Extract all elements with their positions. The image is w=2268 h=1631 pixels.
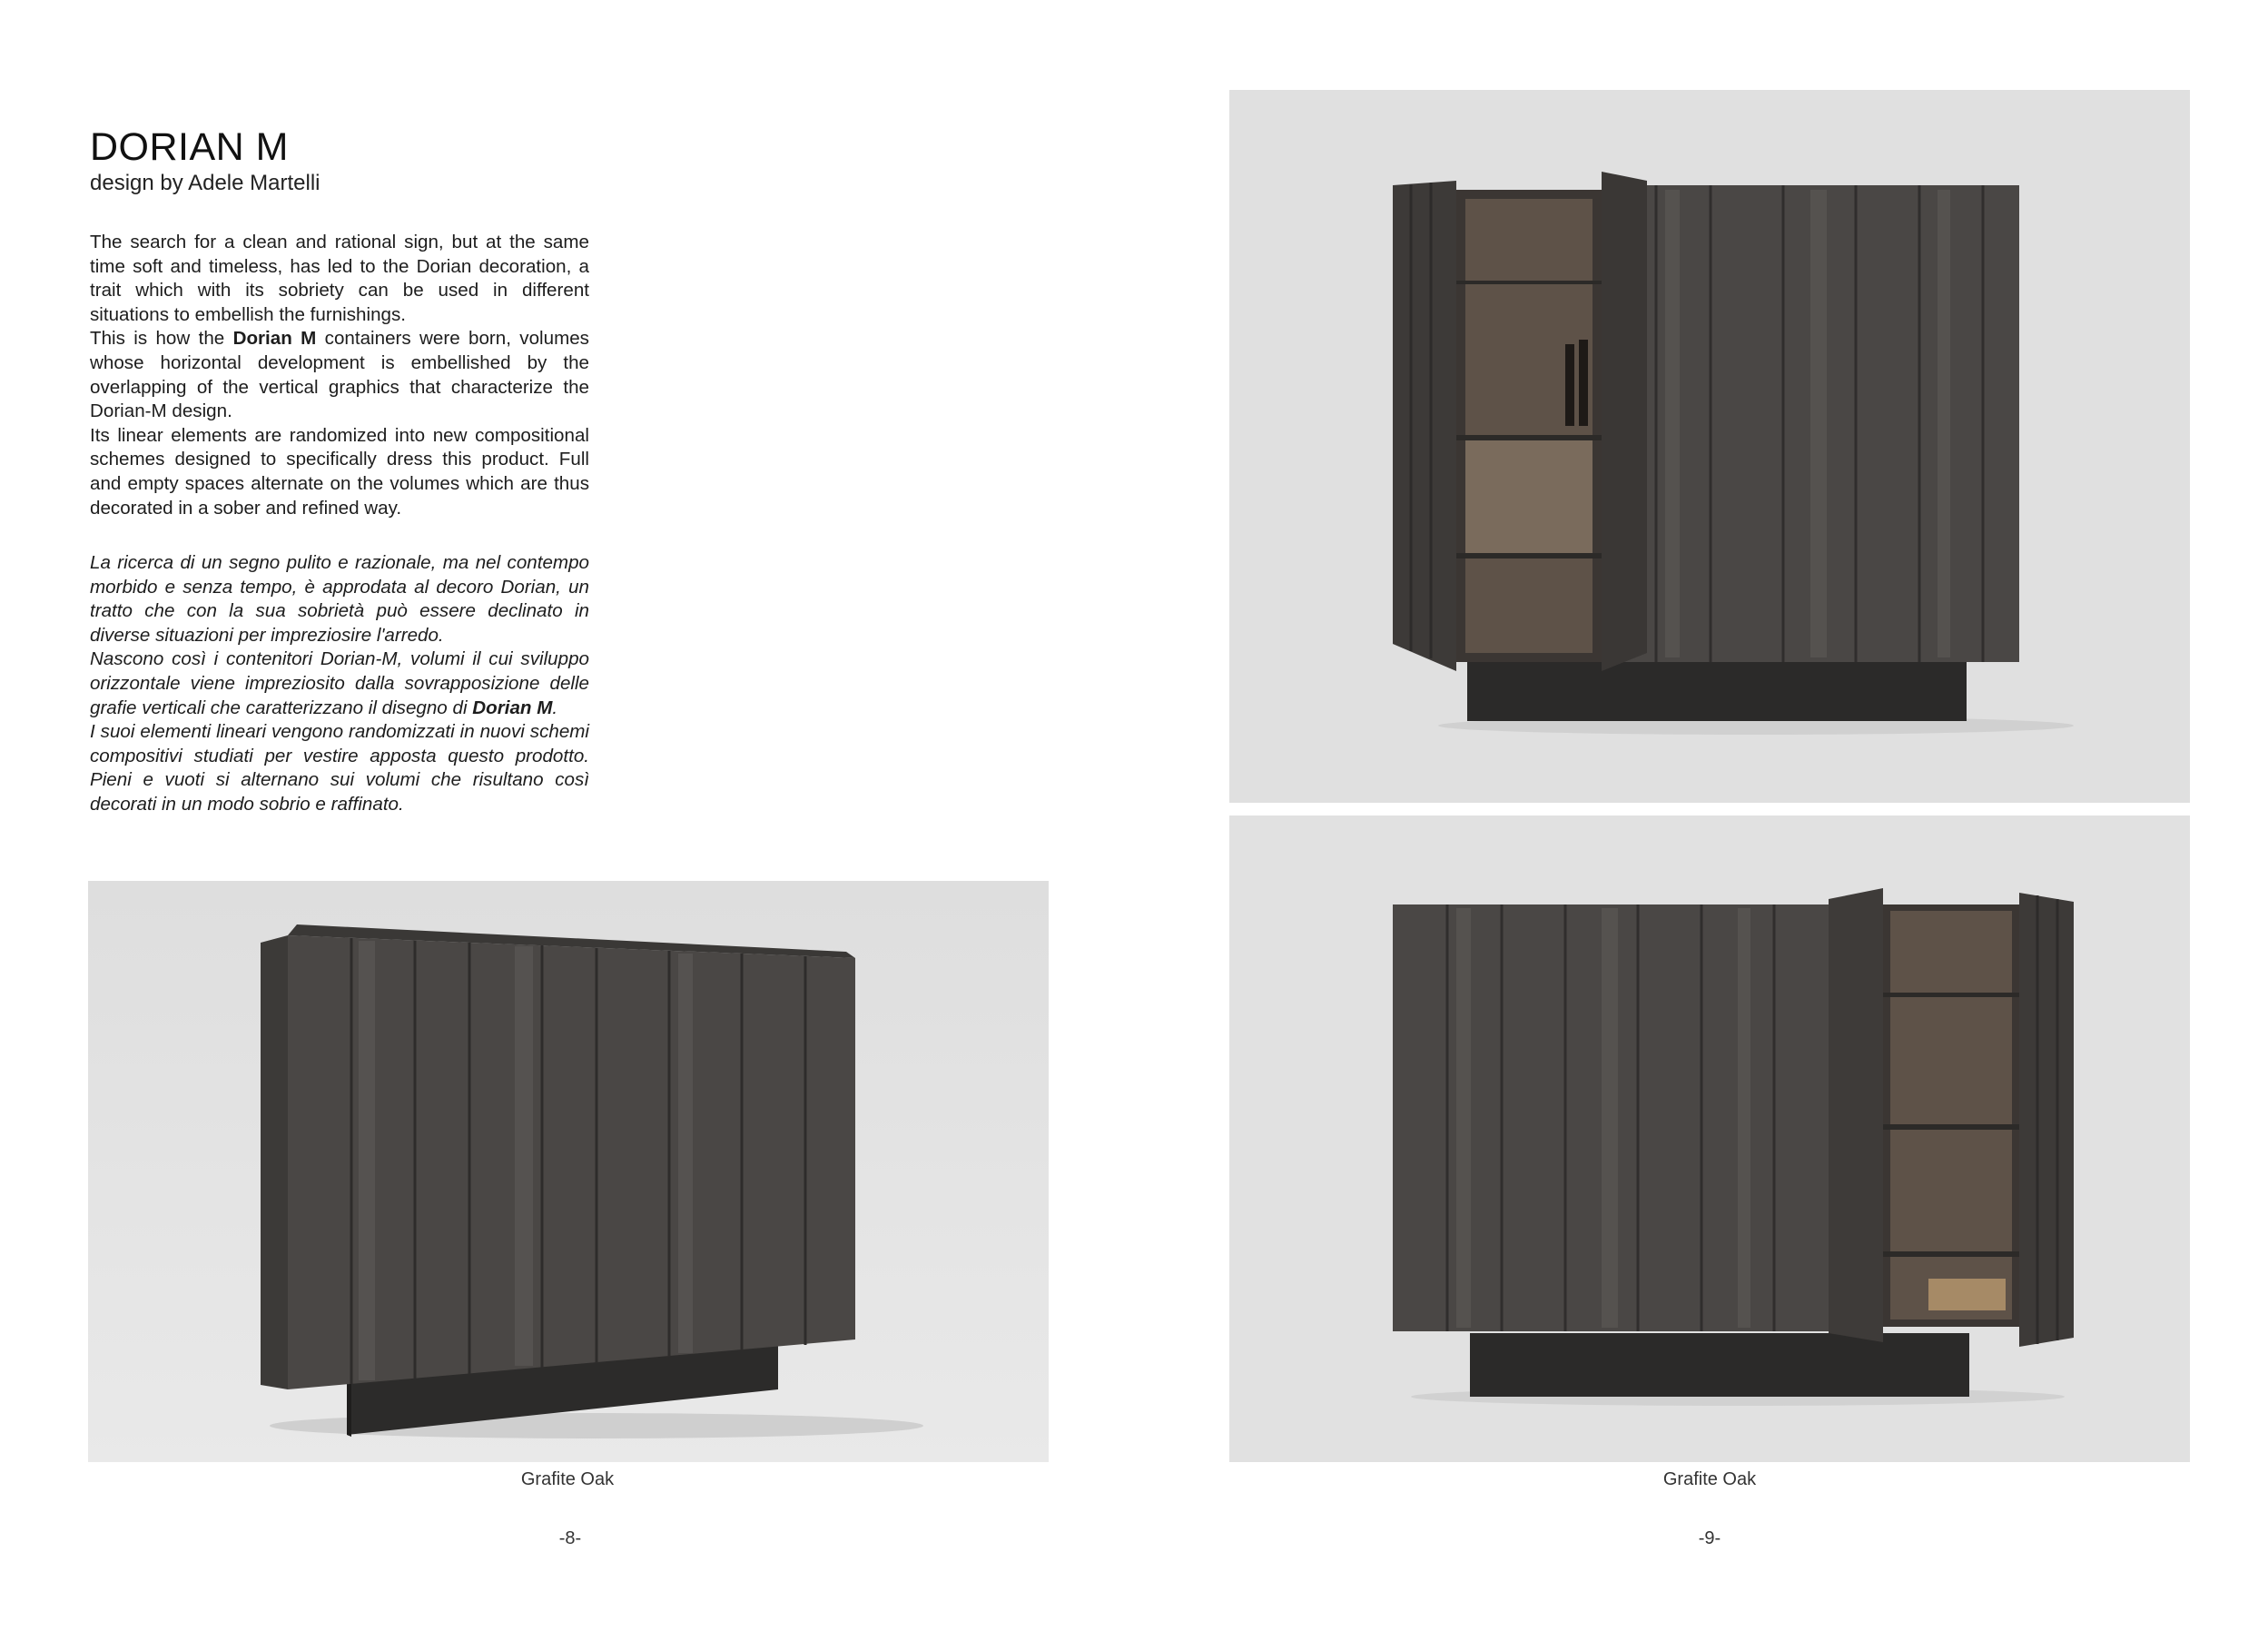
- product-title: DORIAN M: [90, 125, 289, 169]
- english-paragraph-2-before: This is how the: [90, 328, 233, 350]
- italian-paragraph-1: La ricerca di un segno pulito e razionale, ma nel contempo morbido e senza tempo, è approdata al decoro Dorian, un tratto che con la sua sobrietà può essere declinato in diverse situazioni per impreziosire l'arredo.: [90, 552, 589, 646]
- cabinet-left-door-open-photo: [1229, 90, 2190, 803]
- english-product-name: Dorian M: [232, 328, 317, 350]
- right-page: [1134, 0, 2268, 1631]
- italian-description: [90, 551, 589, 817]
- cabinet-closed-photo: [88, 881, 1049, 1462]
- italian-paragraph-3: I suoi elementi lineari vengono randomizzati in nuovi schemi compositivi studiati per vestire apposta questo prodotto. Pieni e vuoti si alternano sui volumi che risultano così decorati in un modo sobrio e raffinato.: [90, 721, 589, 815]
- english-paragraph-2-after: containers were born, volumes whose horizontal development is embellished by the overlapping of the vertical graphics that characterize the Dorian-M design.: [90, 328, 589, 422]
- italian-product-name: Dorian M: [472, 697, 553, 718]
- english-paragraph-2: [90, 327, 589, 423]
- designer-credit: design by Adele Martelli: [90, 171, 320, 195]
- english-paragraph-1: The search for a clean and rational sign, but at the same time soft and timeless, has led to the Dorian decoration, a trait which with its sobriety can be used in different situations to embellish the furnishings.: [90, 232, 589, 325]
- english-description: [90, 231, 589, 520]
- english-paragraph-3: Its linear elements are randomized into new compositional schemes designed to specifically dress this product. Full and empty spaces alternate on the volumes which are thus decorated in a sober and refined way.: [90, 424, 589, 519]
- right-page-number: -9-: [1698, 1528, 1721, 1548]
- cabinet-right-door-open-photo: [1229, 816, 2190, 1462]
- italian-paragraph-2-before: Nascono così i contenitori Dorian-M, volumi il cui sviluppo orizzontale viene impreziosito dalla sovrapposizione delle grafie verticali che caratterizzano il disegno di: [90, 648, 589, 718]
- right-photo-caption: Grafite Oak: [1662, 1469, 1757, 1489]
- italian-paragraph-2-after: .: [552, 697, 558, 718]
- italian-paragraph-2: [90, 647, 589, 720]
- left-photo-caption: Grafite Oak: [520, 1469, 615, 1489]
- left-page-number: -8-: [558, 1528, 582, 1548]
